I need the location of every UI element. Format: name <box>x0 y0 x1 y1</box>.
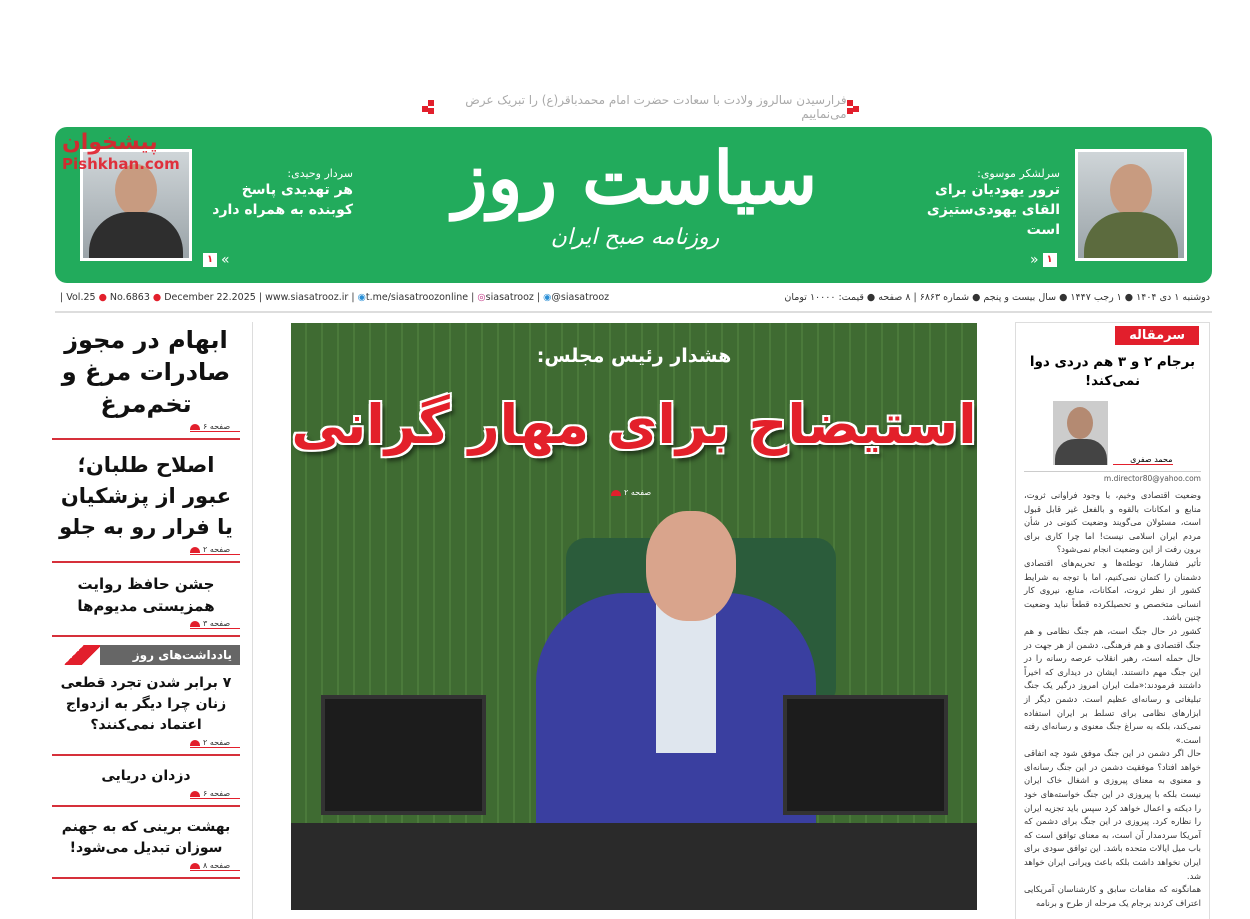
red-tab-icon <box>190 740 200 746</box>
headline-left[interactable] <box>203 167 353 220</box>
page-label: صفحه ۳ <box>203 619 231 628</box>
volume: Vol.25 <box>66 291 96 303</box>
paragraph: وضعیت اقتصادی وخیم، با وجود فراوانی ثروت، منابع و امکانات بالقوه و بالفعل غیر قابل قبول است، مسئولان می‌گویند وضعیت کنونی در شأن مردم ایران اسلامی نیست! اما چرا کاری برای برون رفت از این وضعیت انجام نمی‌شود؟ <box>1024 490 1201 555</box>
page-label: صفحه ۲ <box>203 738 231 747</box>
note-title: دزدان دریایی <box>101 768 191 784</box>
headline-right[interactable] <box>920 167 1060 240</box>
main-story[interactable] <box>291 323 977 910</box>
watermark-url: Pishkhan.com <box>62 155 180 173</box>
speaker-shirt <box>656 603 716 753</box>
website-link[interactable]: www.siasatrooz.ir <box>265 291 349 303</box>
page-number: ۱ <box>203 253 217 267</box>
info-right: دوشنبه ۱ دی ۱۴۰۴ ● ۱ رجب ۱۴۴۷ ● سال بیست و پنجم ● شماره ۶۸۶۳ | ۸ صفحه ● قیمت: ۱۰۰۰۰ تومان <box>784 291 1210 303</box>
desk <box>291 823 977 910</box>
news-item[interactable] <box>52 571 240 637</box>
speaker-head <box>646 511 736 621</box>
red-tab-icon <box>190 547 200 553</box>
page-label: صفحه ۸ <box>203 861 231 870</box>
telegram-icon: ◉ <box>357 291 366 303</box>
page-ref <box>611 488 661 497</box>
editorial-title[interactable]: برجام ۲ و ۳ هم دردی دوا نمی‌کند! <box>1029 354 1196 389</box>
news-item[interactable] <box>52 448 240 563</box>
note-title: ۷ برابر شدن تجرد قطعی زنان چرا دیگر به ازدواج اعتماد نمی‌کنند؟ <box>60 675 232 733</box>
red-squares-icon <box>847 100 860 114</box>
note-item[interactable] <box>52 815 240 879</box>
logo-subtitle: روزنامه صبح ایران <box>550 225 720 250</box>
telegram-link[interactable]: t.me/siasatroozonline <box>365 291 469 303</box>
paragraph: تأثیر فشارها، توطئه‌ها و تحریم‌های اقتصادی دشمنان را کتمان نمی‌کنیم، اما با توجه به شرایط کشور از نظر ثروت، امکانات، منابع، نیروی کار انسانی متخصص و تحصیلکرده قطعاً نباید وضعیت چنین باشد. <box>1024 557 1201 623</box>
note-item[interactable] <box>52 764 240 807</box>
news-title: جشن حافظ روایت همزیستی مدیوم‌ها <box>77 575 215 615</box>
top-tagline <box>420 93 860 121</box>
main-kicker: هشدار رئیس مجلس: <box>536 345 732 367</box>
monitor <box>783 695 948 815</box>
main-headline: استیضاح برای مهار گرانی <box>291 393 977 456</box>
editorial-body <box>1024 489 1201 910</box>
kicker: سرلشکر موسوی: <box>977 167 1060 180</box>
column-divider <box>252 322 253 919</box>
note-item[interactable] <box>52 671 240 756</box>
red-squares-icon <box>420 100 433 114</box>
watermark <box>62 130 190 173</box>
paragraph: حال اگر دشمن در این جنگ موفق شود چه اتفاقی خواهد افتاد؟ موفقیت دشمن در این جنگ رسانه‌ای و معنوی به معنای پیروزی و اشغال خاک ایران نیست بلکه با پیروزی در این جنگ خواسته‌های خود را دیکته و اعمال خواهد کرد سپس باید تجزیه ایران را نظاره کرد. پیروزی در این جنگ برای دشمن که آمریکا سردمدار آن است، به معنای توافق است که باب میل ایالات متحده باشد. این توافق سودی برای ایران نخواهد داشت بلکه باعث ویرانی ایران خواهد شد. <box>1024 748 1201 881</box>
red-tab-icon <box>190 424 200 430</box>
kicker: سردار وحیدی: <box>287 167 353 180</box>
paragraph: همانگونه که مقامات سابق و کارشناسان آمریکایی اعتراف کردند برجام یک مرحله از طرح و برنامه <box>1024 884 1201 908</box>
news-title: اصلاح طلبان؛ عبور از پزشکیان یا فرار رو به جلو <box>59 453 233 539</box>
page-label: صفحه ۶ <box>203 789 231 798</box>
section-header: یادداشت‌های روز <box>100 645 240 665</box>
general-mousavi-photo <box>1075 149 1187 261</box>
author-block <box>1053 401 1173 471</box>
headline-title: هر تهدیدی پاسخ کوبنده به همراه دارد <box>212 182 353 218</box>
double-chevron-icon: « <box>221 252 230 268</box>
red-tab-icon <box>190 863 200 869</box>
info-left: | Vol.25 ● No.6863 ● December 22.2025 | www.siasatrooz.ir | ◉t.me/siasatroozonline | ◎siasatrooz | ◉@siasatrooz <box>60 291 610 303</box>
twitter-link[interactable]: @siasatrooz <box>551 291 610 303</box>
editorial-tag: سرمقاله <box>1115 326 1199 345</box>
issue-number: No.6863 <box>109 291 150 303</box>
headline-title: ترور یهودیان برای القای یهودی‌ستیزی است <box>926 182 1060 238</box>
red-tab-icon <box>190 621 200 627</box>
page-ref <box>190 619 240 629</box>
page-label: صفحه ۲ <box>624 488 652 497</box>
editorial-column <box>1015 322 1210 919</box>
instagram-icon: ◎ <box>477 291 486 303</box>
double-chevron-icon: » <box>1030 252 1039 268</box>
page-ref <box>190 545 240 555</box>
tagline-text: فرارسیدن سالروز ولادت با سعادت حضرت امام محمدباقر(ع) را تبریک عرض می‌نماییم <box>465 93 847 121</box>
monitor <box>321 695 486 815</box>
author-photo <box>1053 401 1108 465</box>
page-ref <box>190 422 240 432</box>
red-tab-icon <box>190 791 200 797</box>
divider <box>55 311 1212 313</box>
instagram-link[interactable]: siasatrooz <box>485 291 534 303</box>
page-label: صفحه ۲ <box>203 545 231 554</box>
note-title: بهشت برینی که به جهنم سوزان تبدیل می‌شود! <box>61 819 231 856</box>
page-ref <box>190 789 240 799</box>
twitter-icon: ◉ <box>543 291 552 303</box>
page-ref <box>190 861 240 871</box>
date-en: December 22.2025 <box>164 291 256 303</box>
page-label: صفحه ۶ <box>203 422 231 431</box>
newspaper-logo <box>420 133 850 278</box>
left-column <box>52 322 240 887</box>
author-email: m.director80@yahoo.com <box>1024 471 1201 483</box>
news-item[interactable] <box>52 322 240 440</box>
info-bar <box>60 289 1210 305</box>
red-tab-icon <box>611 490 621 496</box>
logo-name: سیاست روز <box>452 135 818 220</box>
news-title: ابهام در مجوز صادرات مرغ و تخم‌مرغ <box>61 326 231 418</box>
watermark-text: پیشخوان <box>62 130 158 155</box>
page-ref[interactable] <box>1030 252 1057 268</box>
author-name: محمد صفری <box>1113 455 1173 465</box>
page-ref <box>190 738 240 748</box>
paragraph: کشور در حال جنگ است، هم جنگ نظامی و هم جنگ اقتصادی و هم فرهنگی. دشمن از هر جهت در حال حمله است، رهبر انقلاب عرصه رسانه را در این جنگ مهم دانستند. ایشان در دیداری که اخیراً داشتند فرمودند:«ملت ایران امروز درگیر یک جنگ تبلیغاتی و رسانه‌ای عظیم است. دشمن دیگر از ابزارهای نظامی برای تسلط بر ایران استفاده نمی‌کند، بلکه به سراغ جنگ معنوی و رسانه‌ای رفته است.» <box>1024 625 1201 745</box>
page-ref[interactable] <box>203 252 230 268</box>
page-number: ۱ <box>1043 253 1057 267</box>
